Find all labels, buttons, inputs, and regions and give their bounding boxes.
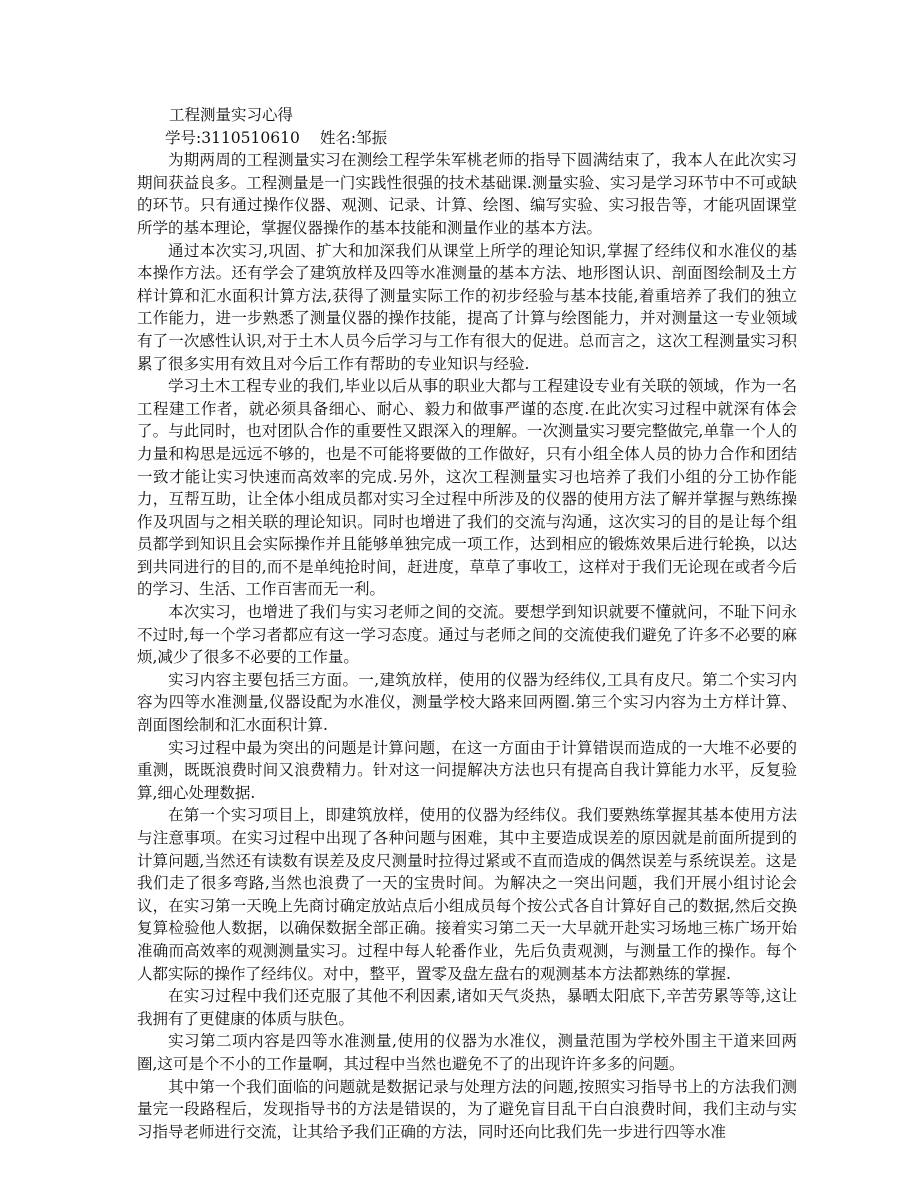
paragraph: 学习土木工程专业的我们,毕业以后从事的职业大都与工程建设专业有关联的领域，作为一名工程建工作者，就必须具备细心、耐心、毅力和做事严谨的态度.在此次实习过程中就深有体会了。与此同时，也对团队合作的重要性又跟深入的理解。一次测量实习要完整做完,单靠一个人的力量和构思是远远不够的，也是不可能将要做的工作做好，只有小组全体人员的协力合作和团结一致才能让实习快速而高效率的完成.另外，这次工程测量实习也培养了我们小组的分工协作能力，互帮互助，让全体小组成员都对实习全过程中所涉及的仪器的使用方法了解并掌握与熟练操作及巩固与之相关联的理论知识。同时也增进了我们的交流与沟通，这次实习的目的是让每个组员都学到知识且会实际操作并且能够单独完成一项工作，达到相应的锻炼效果后进行轮换，以达到共同进行的目的,而不是单纯抢时间，赶进度，草草了事收工，这样对于我们无论现在或者今后的学习、生活、工作百害而无一利。 (137, 377, 797, 599)
document-title: 工程测量实习心得 (169, 106, 294, 124)
paragraph: 为期两周的工程测量实习在测绘工程学朱军桃老师的指导下圆满结束了，我本人在此次实习期间获益良多。工程测量是一门实践性很强的技术基础课.测量实验、实习是学习环节中不可或缺的环节。只有通过操作仪器、观测、记录、计算、绘图、编写实验、实习报告等，才能巩固课堂所学的基本理论，掌握仪器操作的基本技能和测量作业的基本方法。 (137, 151, 797, 237)
author-info (137, 127, 797, 150)
student-id: 学号:3110510610 (165, 128, 300, 147)
paragraph: 实习过程中最为突出的问题是计算问题，在这一方面由于计算错误而造成的一大堆不必要的重测，既既浪费时间又浪费精力。针对这一问提解决方法也只有提高自我计算能力水平，反复验算,细心处理数据. (137, 738, 797, 802)
student-name: 姓名:邹振 (319, 128, 388, 147)
paragraph: 在实习过程中我们还克服了其他不利因素,诸如天气炎热，暴晒太阳底下,辛苦劳累等等,这让我拥有了更健康的体质与肤色。 (137, 987, 797, 1028)
paragraph: 实习内容主要包括三方面。一,建筑放样，使用的仪器为经纬仪,工具有皮尺。第二个实习内容为四等水准测量,仪器设配为水准仪，测量学校大路来回两圈.第三个实习内容为土方样计算、剖面图绘制和汇水面积计算. (137, 670, 797, 735)
paragraph: 本次实习，也增进了我们与实习老师之间的交流。要想学到知识就要不懂就问，不耻下问永不过时,每一个学习者都应有这一学习态度。通过与老师之间的交流使我们避免了许多不必要的麻烦,减少了很多不必要的工作量。 (137, 603, 797, 667)
paragraph: 其中第一个我们面临的问题就是数据记录与处理方法的问题,按照实习指导书上的方法我们测量完一段路程后，发现指导书的方法是错误的，为了避免盲目乱干白白浪费时间，我们主动与实习指导老师进行交流，让其给予我们正确的方法，同时还向比我们先一步进行四等水准 (137, 1077, 797, 1141)
paragraph: 通过本次实习,巩固、扩大和加深我们从课堂上所学的理论知识,掌握了经纬仪和水准仪的基本操作方法。还有学会了建筑放样及四等水准测量的基本方法、地形图认识、剖面图绘制及土方样计算和汇水面积计算方法,获得了测量实际工作的初步经验与基本技能,着重培养了我们的独立工作能力，进一步熟悉了测量仪器的操作技能，提高了计算与绘图能力，并对测量这一专业领域有了一次感性认识,对于土木人员今后学习与工作有很大的促进。总而言之，这次工程测量实习积累了很多实用有效且对今后工作有帮助的专业知识与经验. (137, 241, 797, 373)
document-page (137, 104, 797, 1143)
paragraph: 实习第二项内容是四等水准测量,使用的仪器为水准仪，测量范围为学校外围主干道来回两圈,这可是个不小的工作量啊，其过程中当然也避免不了的出现许许多多的问题。 (137, 1032, 797, 1073)
paragraph: 在第一个实习项目上，即建筑放样，使用的仪器为经纬仪。我们要熟练掌握其基本使用方法与注意事项。在实习过程中出现了各种问题与困难，其中主要造成误差的原因就是前面所提到的计算问题,当然还有读数有误差及皮尺测量时拉得过紧或不直而造成的偶然误差与系统误差。这是我们走了很多弯路,当然也浪费了一天的宝贵时间。为解决之一突出问题，我们开展小组讨论会议，在实习第一天晚上先商讨确定放站点后小组成员每个按公式各自计算好自己的数据,然后交换复算检验他人数据，以确保数据全部正确。接着实习第二天一大早就开赴实习场地三栋广场开始准确而高效率的观测测量实习。过程中每人轮番作业，先后负责观测，与测量工作的操作。每个人都实际的操作了经纬仪。对中，整平，置零及盘左盘右的观测基本方法都熟练的掌握. (137, 806, 797, 983)
